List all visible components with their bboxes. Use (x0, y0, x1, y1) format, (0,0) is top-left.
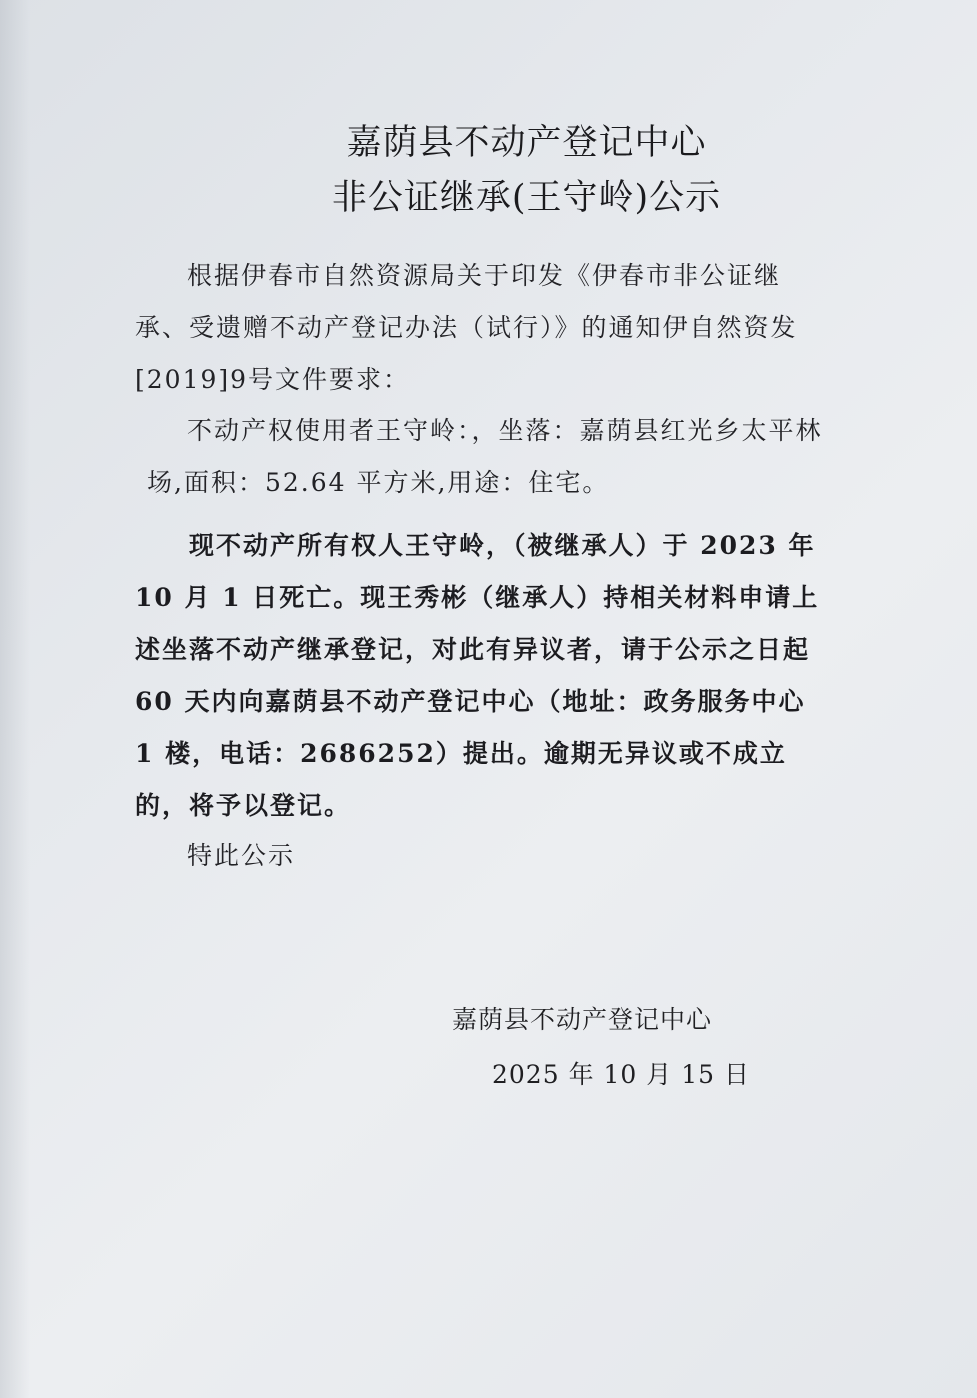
property-info-line2: 场,面积：52.64 平方米,用途：住宅。 (147, 468, 610, 497)
property-info-line1: 不动产权使用者王守岭：，坐落：嘉荫县红光乡太平林 (187, 416, 823, 445)
property-info-paragraph (135, 405, 825, 509)
notice-title-subject: 非公证继承(王守岭)公示 (331, 178, 722, 218)
signature-date: 2025 年 10 月 15 日 (492, 1060, 750, 1089)
signature-organization: 嘉荫县不动产登记中心 (452, 1005, 713, 1034)
notice-title-organization: 嘉荫县不动产登记中心 (346, 123, 707, 163)
basis-paragraph: 根据伊春市自然资源局关于印发《伊春市非公证继承、受遗赠不动产登记办法（试行）》的通知伊自然资发[2019]9号文件要求： (135, 261, 798, 394)
closing-text: 特此公示 (187, 841, 296, 870)
inheritance-notice-paragraph: 现不动产所有权人王守岭，（被继承人）于 2023 年 10 月 1 日死亡。现王秀彬（继承人）持相关材料申请上述坐落不动产继承登记，对此有异议者，请于公示之日起 60 天内向嘉荫县不动产登记中心（地址：政务服务中心 1 楼，电话：2686252）提出。逾期无异议或不成立的，将予以登记。 (135, 531, 820, 820)
